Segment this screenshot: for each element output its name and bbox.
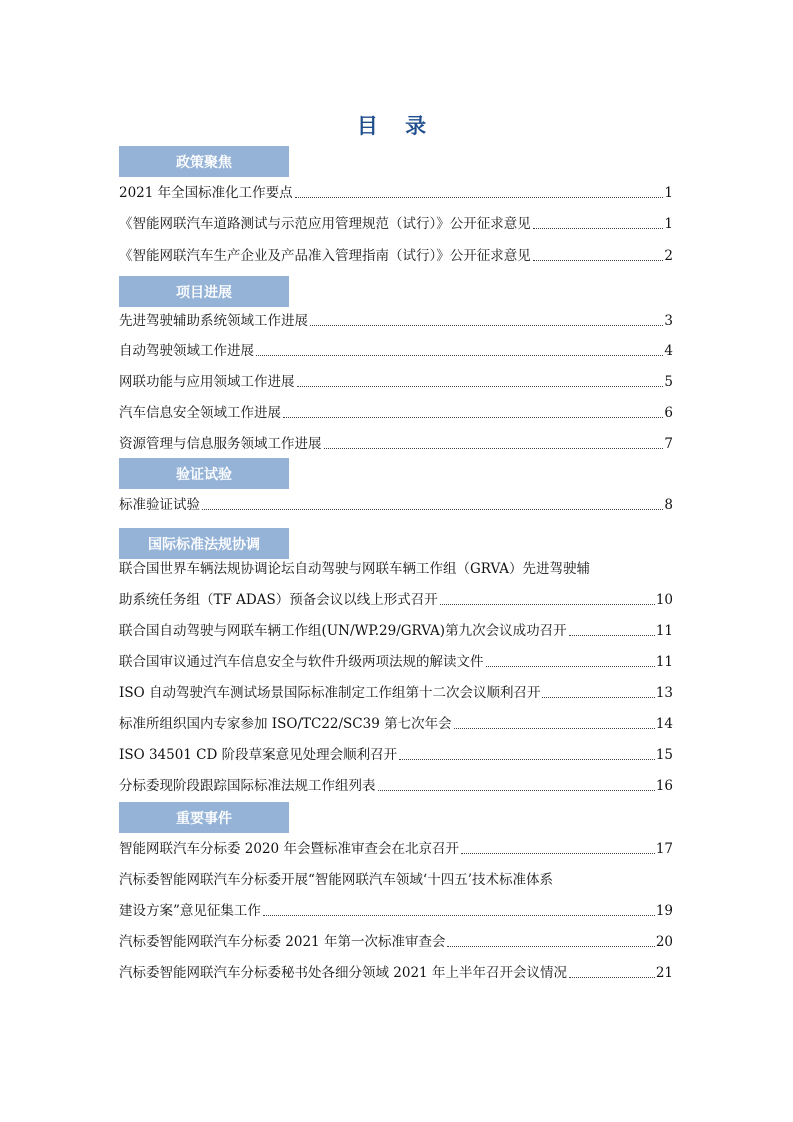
toc-entry[interactable]	[119, 310, 673, 332]
toc-entry-title: 《智能网联汽车生产企业及产品准入管理指南（试行）》公开征求意见	[119, 248, 531, 264]
section-header-international: 国际标准法规协调	[119, 528, 289, 559]
toc-entry-title: 汽标委智能网联汽车分标委 2021 年第一次标准审查会	[119, 934, 446, 950]
section-header-progress: 项目进展	[119, 276, 289, 307]
toc-entry-page: 11	[655, 654, 673, 670]
toc-entry-title: 建设方案”意见征集工作	[119, 903, 261, 919]
toc-entry-page: 15	[655, 747, 673, 763]
toc-entry-title: 2021 年全国标准化工作要点	[119, 185, 293, 201]
toc-entry-title: 联合国自动驾驶与网联车辆工作组(UN/WP.29/GRVA)第九次会议成功召开	[119, 623, 567, 639]
dot-leader	[310, 325, 663, 326]
toc-entry[interactable]	[119, 245, 673, 267]
toc-entry-title-line[interactable]: 汽标委智能网联汽车分标委开展“智能网联汽车领域‘十四五’技术标准体系	[119, 872, 553, 888]
toc-entry[interactable]	[119, 340, 673, 362]
toc-entry-page: 13	[655, 685, 673, 701]
toc-entry-title: 自动驾驶领域工作进展	[119, 343, 254, 359]
toc-entry-title-line[interactable]: 联合国世界车辆法规协调论坛自动驾驶与网联车辆工作组（GRVA）先进驾驶辅	[119, 561, 591, 577]
section-header-events: 重要事件	[119, 802, 289, 833]
toc-entry[interactable]	[119, 838, 673, 860]
toc-entry[interactable]	[119, 494, 673, 516]
toc-entry-title: 联合国审议通过汽车信息安全与软件升级两项法规的解读文件	[119, 654, 484, 670]
dot-leader	[454, 728, 655, 729]
dot-leader	[533, 228, 664, 229]
toc-entry[interactable]	[119, 371, 673, 393]
dot-leader	[297, 386, 664, 387]
toc-entry-title: 《智能网联汽车道路测试与示范应用管理规范（试行）》公开征求意见	[119, 216, 531, 232]
toc-entry-page: 17	[655, 841, 673, 857]
dot-leader	[378, 790, 655, 791]
dot-leader	[440, 604, 655, 605]
toc-entry[interactable]	[119, 651, 673, 673]
dot-leader	[263, 915, 655, 916]
toc-entry-title: 网联功能与应用领域工作进展	[119, 374, 295, 390]
dot-leader	[533, 260, 664, 261]
toc-entry-page: 6	[664, 405, 673, 421]
toc-entry-title: ISO 34501 CD 阶段草案意见处理会顺利召开	[119, 747, 398, 763]
dot-leader	[324, 448, 664, 449]
toc-entry[interactable]	[119, 713, 673, 735]
section-header-policy: 政策聚焦	[119, 146, 289, 177]
dot-leader	[399, 759, 655, 760]
toc-entry-page: 20	[655, 934, 673, 950]
toc-entry[interactable]	[119, 213, 673, 235]
toc-entry-title: 分标委现阶段跟踪国际标准法规工作组列表	[119, 778, 376, 794]
toc-entry-title: 智能网联汽车分标委 2020 年会暨标准审查会在北京召开	[119, 841, 459, 857]
toc-entry-page: 2	[664, 248, 673, 264]
dot-leader	[295, 197, 664, 198]
dot-leader	[569, 977, 655, 978]
toc-entry-page: 4	[664, 343, 673, 359]
dot-leader	[283, 417, 663, 418]
section-header-verification: 验证试验	[119, 458, 289, 489]
toc-entry-page: 5	[664, 374, 673, 390]
toc-entry-title: 标准所组织国内专家参加 ISO/TC22/SC39 第七次年会	[119, 716, 452, 732]
dot-leader	[461, 853, 655, 854]
dot-leader	[202, 509, 663, 510]
toc-entry-page: 8	[664, 497, 673, 513]
toc-entry-page: 11	[655, 623, 673, 639]
toc-entry-page: 19	[655, 903, 673, 919]
toc-entry-page: 14	[655, 716, 673, 732]
toc-entry[interactable]	[119, 775, 673, 797]
toc-entry[interactable]	[119, 931, 673, 953]
toc-entry-title: 先进驾驶辅助系统领域工作进展	[119, 313, 308, 329]
toc-entry[interactable]	[119, 682, 673, 704]
dot-leader	[486, 666, 655, 667]
toc-entry-title: ISO 自动驾驶汽车测试场景国际标准制定工作组第十二次会议顺利召开	[119, 685, 541, 701]
toc-entry-title: 汽车信息安全领域工作进展	[119, 405, 281, 421]
toc-entry[interactable]	[119, 962, 673, 984]
toc-entry-page: 7	[664, 436, 673, 452]
toc-entry[interactable]	[119, 182, 673, 204]
dot-leader	[256, 355, 663, 356]
toc-entry-page: 16	[655, 778, 673, 794]
toc-entry-title: 标准验证试验	[119, 497, 200, 513]
toc-entry-page: 21	[655, 965, 673, 981]
toc-entry-title: 助系统任务组（TF ADAS）预备会议以线上形式召开	[119, 592, 438, 608]
toc-entry-page: 1	[664, 216, 673, 232]
toc-entry[interactable]	[119, 433, 673, 455]
toc-entry[interactable]	[119, 402, 673, 424]
toc-entry-title: 资源管理与信息服务领域工作进展	[119, 436, 322, 452]
toc-entry-title: 汽标委智能网联汽车分标委秘书处各细分领域 2021 年上半年召开会议情况	[119, 965, 567, 981]
dot-leader	[542, 697, 654, 698]
toc-entry-page: 3	[664, 313, 673, 329]
toc-entry[interactable]	[119, 620, 673, 642]
toc-entry-page: 10	[655, 592, 673, 608]
dot-leader	[569, 635, 655, 636]
toc-entry[interactable]	[119, 589, 673, 611]
toc-entry[interactable]	[119, 900, 673, 922]
toc-entry-page: 1	[664, 185, 673, 201]
dot-leader	[447, 946, 654, 947]
toc-title: 目 录	[356, 114, 437, 138]
toc-entry[interactable]	[119, 744, 673, 766]
